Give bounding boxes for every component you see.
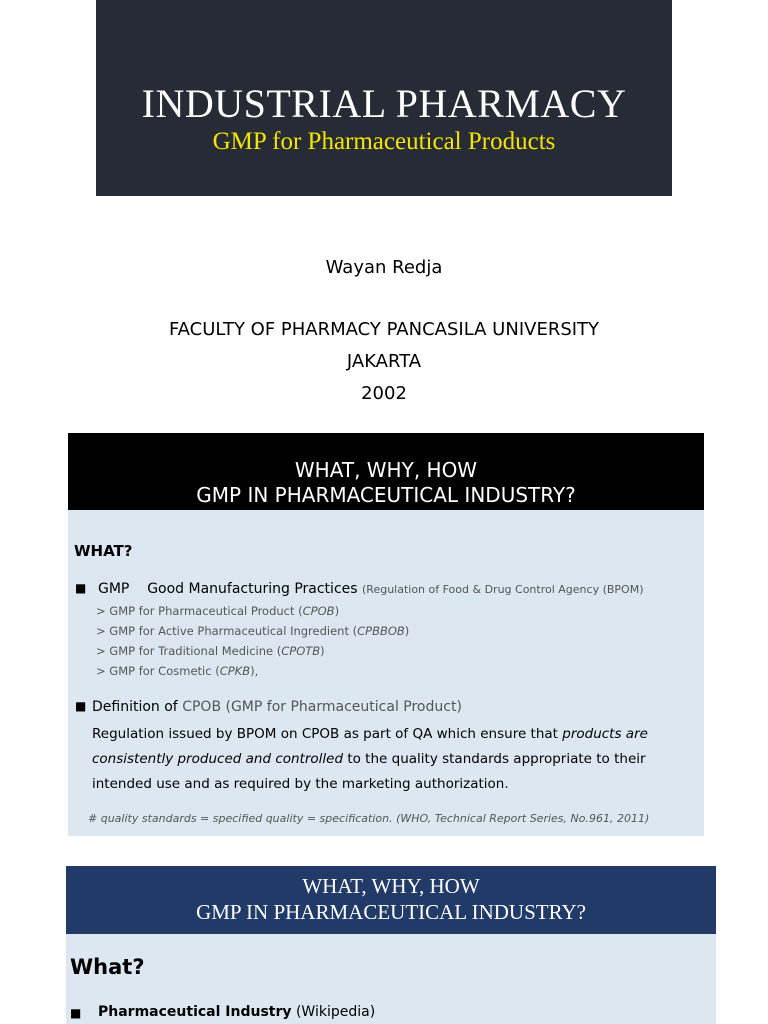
gmp-definition-row — [98, 581, 644, 597]
list-item: Pharmaceutical Industry (Wikipedia) — [98, 1004, 376, 1020]
list-item: > GMP for Active Pharmaceutical Ingredient (CPBBOB) — [96, 624, 410, 638]
slide2-header — [68, 433, 704, 510]
page-subtitle: GMP for Pharmaceutical Products — [212, 128, 556, 155]
footnote: # quality standards = specified quality = specification. (WHO, Technical Report Series, No.961, 2011) — [88, 812, 650, 825]
slide3-header-line1: WHAT, WHY, HOW — [302, 874, 480, 898]
gmp-full: Good Manufacturing Practices — [147, 581, 358, 597]
author-name: Wayan Redja — [325, 257, 443, 278]
square-bullet-icon: ■ — [75, 699, 87, 713]
city: JAKARTA — [346, 351, 422, 372]
gmp-regulation: (Regulation of Food & Drug Control Agency (BPOM) — [362, 583, 644, 596]
list-item: > GMP for Traditional Medicine (CPOTB) — [96, 644, 325, 658]
page-title: INDUSTRIAL PHARMACY — [141, 81, 627, 126]
cpob-definition-text: Regulation issued by BPOM on CPOB as part of QA which ensure that products are consistently produced and controlled to the quality standards appropriate to their intended use and as required by the marketing authorization. — [92, 726, 648, 792]
faculty-name: FACULTY OF PHARMACY PANCASILA UNIVERSITY — [168, 319, 600, 340]
slide2-header-line1: WHAT, WHY, HOW — [294, 458, 478, 482]
slide3-header-line2: GMP IN PHARMACEUTICAL INDUSTRY? — [196, 900, 586, 924]
cpob-definition-title: Definition of CPOB (GMP for Pharmaceutical Product) — [92, 699, 462, 715]
square-bullet-icon: ■ — [75, 581, 87, 595]
what-heading: What? — [70, 955, 145, 979]
list-item: > GMP for Pharmaceutical Product (CPOB) — [96, 604, 340, 618]
slide3-header — [66, 866, 716, 934]
square-bullet-icon: ■ — [70, 1006, 82, 1020]
list-item: > GMP for Cosmetic (CPKB), — [96, 664, 259, 678]
affiliation-block — [0, 314, 768, 410]
year: 2002 — [361, 383, 407, 404]
what-heading: WHAT? — [74, 542, 133, 560]
gmp-abbr: GMP — [98, 581, 130, 597]
title-banner — [96, 0, 672, 196]
slide2-header-line2: GMP IN PHARMACEUTICAL INDUSTRY? — [196, 483, 576, 507]
slide3-body — [66, 934, 716, 1024]
slide2-body — [68, 510, 704, 836]
